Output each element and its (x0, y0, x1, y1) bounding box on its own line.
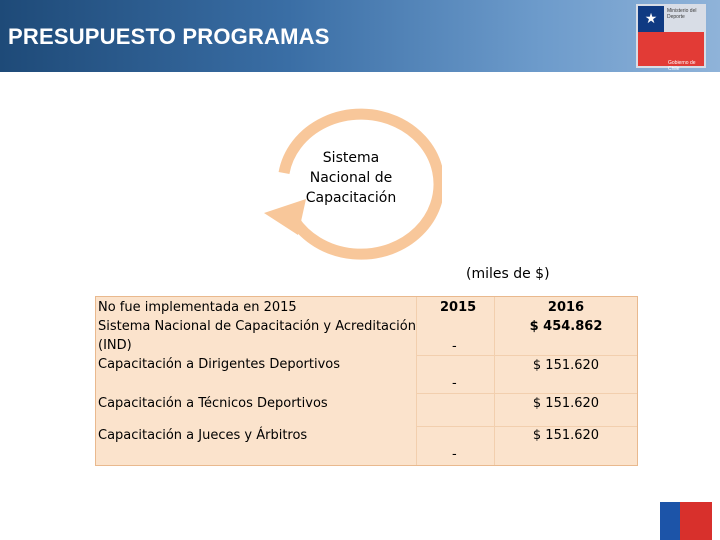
diagram-label-line: Capacitación (305, 190, 397, 206)
description-line: (IND) (98, 338, 132, 353)
column-header-2015: 2015 (440, 300, 477, 315)
description-line: Capacitación a Dirigentes Deportivos (98, 357, 341, 372)
page-title: PRESUPUESTO PROGRAMAS (8, 24, 330, 49)
logo-ministry-text: Ministerio del Deporte (667, 8, 697, 20)
column-divider (494, 297, 495, 465)
cell-2015: - (452, 447, 457, 462)
diagram-label (295, 148, 407, 208)
description-line: No fue implementada en 2015 (98, 300, 297, 315)
header-bar (0, 0, 720, 72)
row-divider (416, 393, 637, 394)
star-icon: ★ (644, 11, 658, 27)
logo-gov-text: Gobierno de Chile (668, 60, 696, 72)
description-line: Capacitación a Jueces y Árbitros (98, 428, 308, 443)
cell-2015: - (452, 339, 457, 354)
unit-note: (miles de $) (466, 266, 550, 282)
description-line: Sistema Nacional de Capacitación y Acreditación (98, 319, 416, 334)
description-line: Capacitación a Técnicos Deportivos (98, 396, 328, 411)
diagram-label-line: Nacional de (309, 170, 393, 186)
diagram-label-line: Sistema (322, 150, 380, 166)
row-divider (416, 355, 637, 356)
government-logo (636, 4, 706, 72)
cell-2016: $ 151.620 (532, 428, 600, 443)
cell-2016: $ 151.620 (532, 358, 600, 373)
budget-table (95, 296, 638, 466)
footer-flag-icon (660, 502, 712, 540)
cell-2016: $ 151.620 (532, 396, 600, 411)
cell-2015: - (452, 376, 457, 391)
flag-red-stripe (680, 502, 712, 540)
cell-2016: $ 454.862 (529, 319, 603, 334)
flag-blue-stripe (660, 502, 680, 540)
row-divider (416, 426, 637, 427)
column-divider (416, 297, 417, 465)
column-header-2016: 2016 (547, 300, 585, 315)
